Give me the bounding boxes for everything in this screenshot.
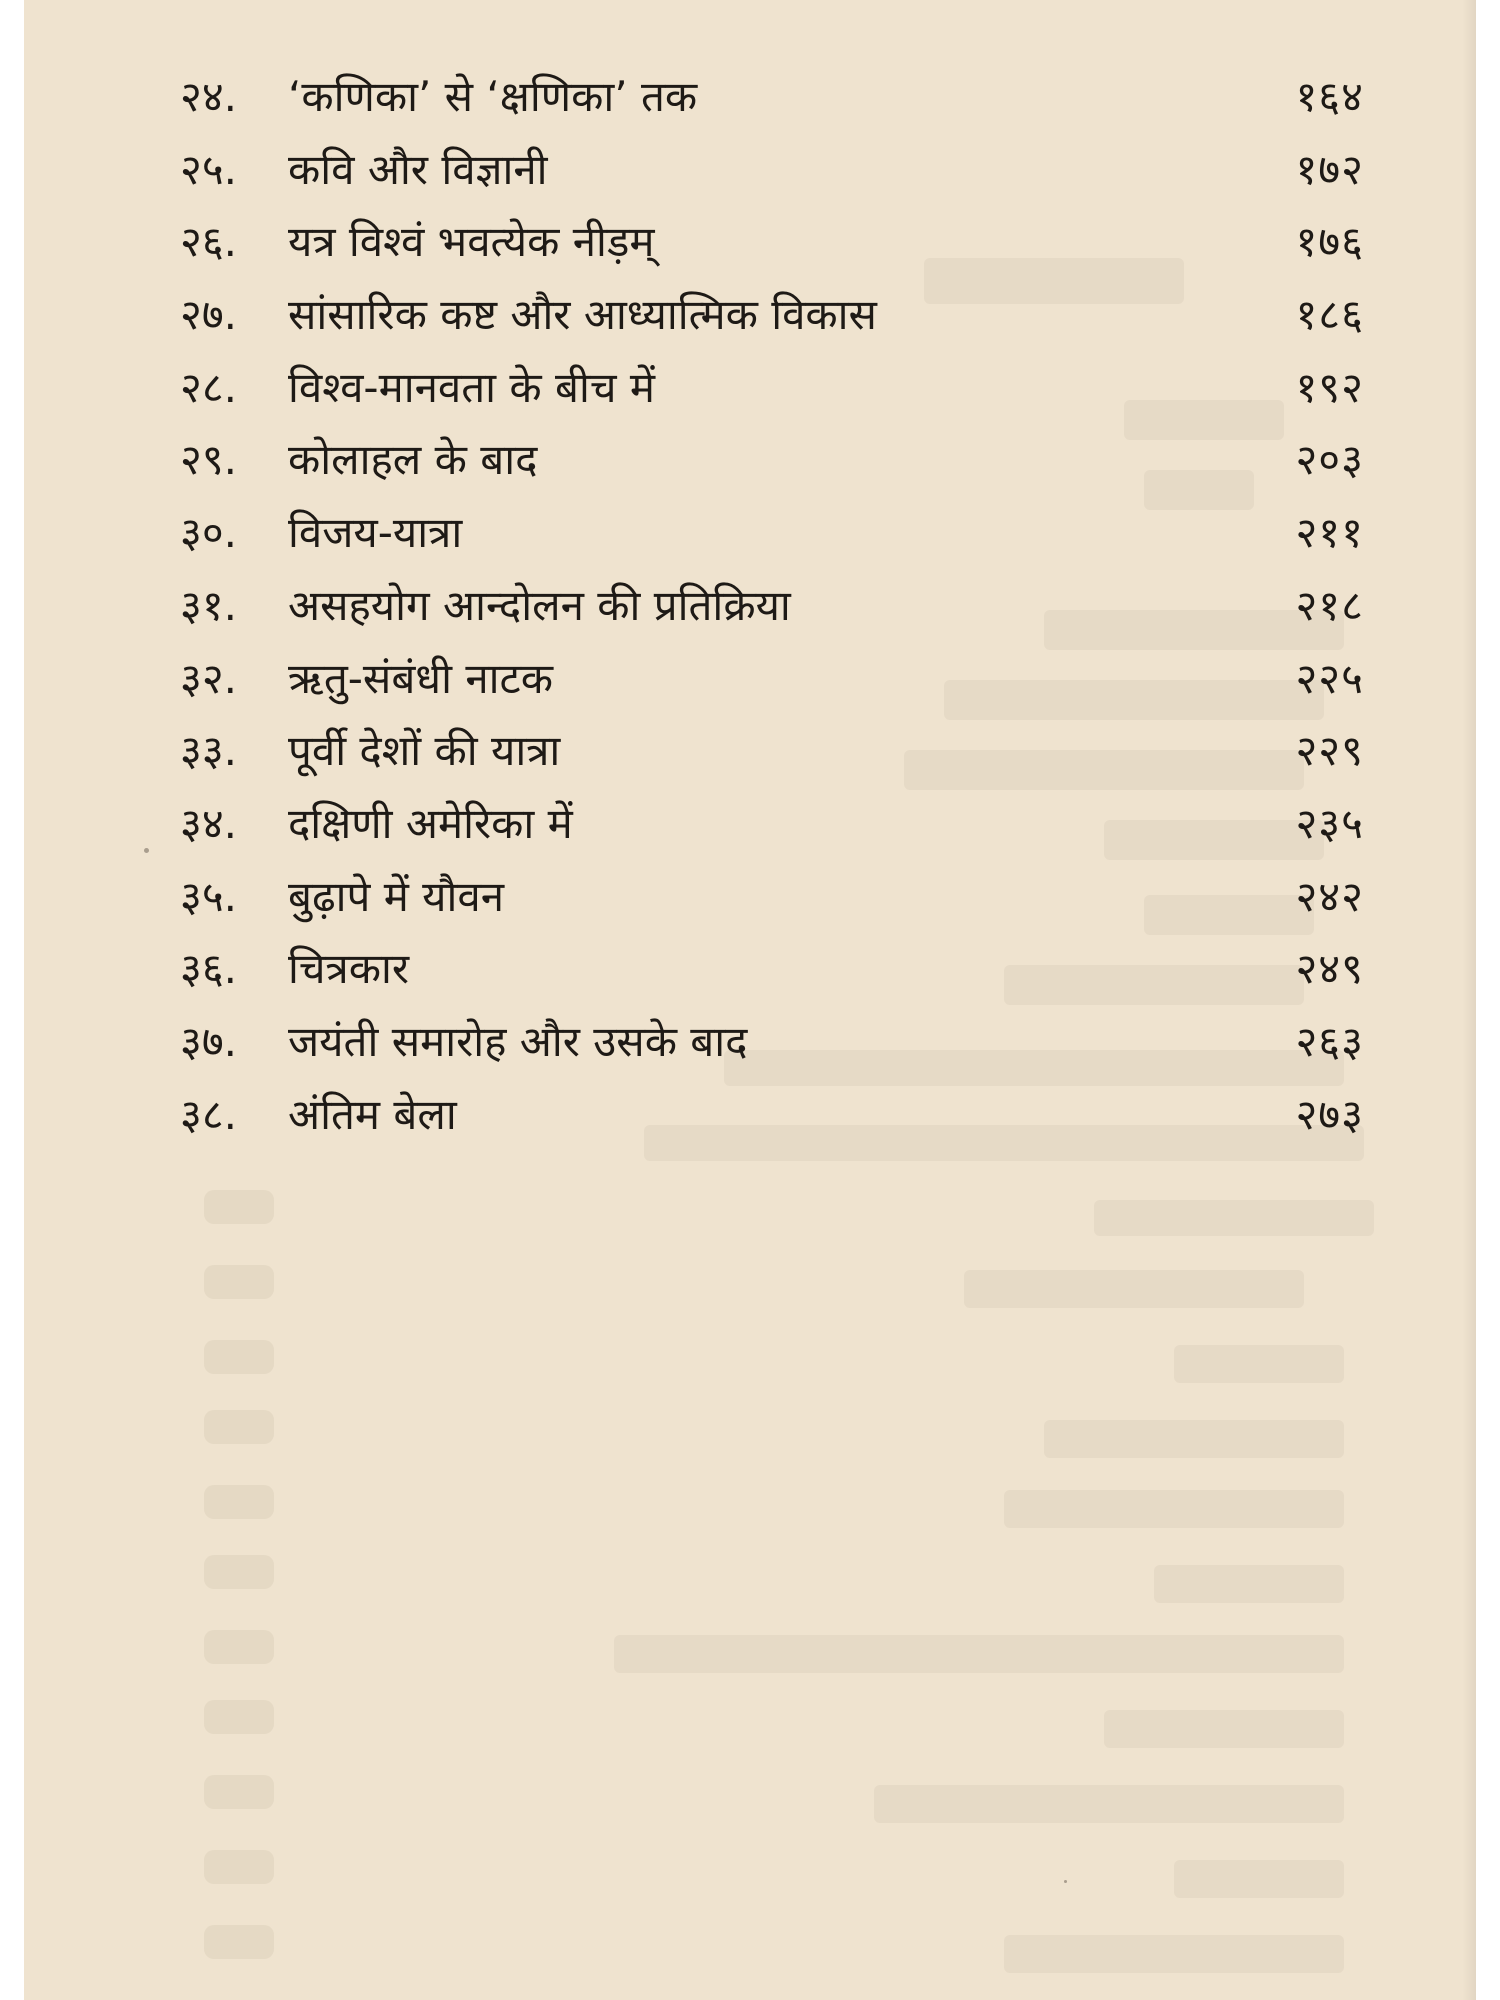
chapter-number: ३७. bbox=[180, 1016, 238, 1066]
page-number: २७३ bbox=[1295, 1089, 1364, 1139]
toc-entry-25 bbox=[24, 135, 1476, 208]
page-number: २४२ bbox=[1295, 871, 1364, 921]
chapter-title: चित्रकार bbox=[288, 944, 410, 994]
page-number: २०३ bbox=[1295, 435, 1364, 485]
toc-entry-37 bbox=[24, 1007, 1476, 1080]
table-of-contents bbox=[24, 62, 1476, 1152]
chapter-title: सांसारिक कष्ट और आध्यात्मिक विकास bbox=[288, 290, 877, 340]
page-edge-shadow bbox=[1462, 0, 1476, 2000]
toc-entry-33 bbox=[24, 716, 1476, 789]
toc-entry-34 bbox=[24, 789, 1476, 862]
toc-entry-27 bbox=[24, 280, 1476, 353]
chapter-number: २९. bbox=[180, 435, 238, 485]
toc-entry-30 bbox=[24, 498, 1476, 571]
page-number: १७२ bbox=[1295, 144, 1364, 194]
chapter-number: ३३. bbox=[180, 726, 238, 776]
toc-entry-26 bbox=[24, 207, 1476, 280]
chapter-number: २६. bbox=[180, 217, 238, 267]
page-number: २२९ bbox=[1295, 726, 1364, 776]
chapter-number: ३८. bbox=[180, 1089, 238, 1139]
page-number: २१८ bbox=[1295, 580, 1364, 630]
page-number: २३५ bbox=[1295, 798, 1364, 848]
page-number: १८६ bbox=[1295, 290, 1364, 340]
toc-entry-31 bbox=[24, 571, 1476, 644]
toc-entry-35 bbox=[24, 862, 1476, 935]
book-page bbox=[24, 0, 1476, 2000]
chapter-title: कोलाहल के बाद bbox=[288, 435, 538, 485]
chapter-number: २८. bbox=[180, 362, 238, 412]
chapter-title: पूर्वी देशों की यात्रा bbox=[288, 726, 561, 776]
chapter-number: ३०. bbox=[180, 508, 238, 558]
chapter-title: अंतिम बेला bbox=[288, 1089, 457, 1139]
toc-entry-36 bbox=[24, 934, 1476, 1007]
chapter-title: ‘कणिका’ से ‘क्षणिका’ तक bbox=[288, 72, 698, 121]
chapter-title: दक्षिणी अमेरिका में bbox=[288, 798, 573, 848]
chapter-number: ३५. bbox=[180, 871, 238, 921]
toc-entry-38 bbox=[24, 1080, 1476, 1153]
chapter-number: २४. bbox=[180, 72, 238, 121]
toc-entry-29 bbox=[24, 425, 1476, 498]
chapter-number: ३४. bbox=[180, 798, 238, 848]
chapter-title: ऋतु-संबंधी नाटक bbox=[288, 653, 553, 703]
chapter-title: कवि और विज्ञानी bbox=[288, 144, 548, 194]
page-number: २२५ bbox=[1295, 653, 1364, 703]
page-number: १६४ bbox=[1295, 72, 1364, 121]
chapter-number: ३६. bbox=[180, 944, 238, 994]
toc-entry-32 bbox=[24, 644, 1476, 717]
chapter-number: २५. bbox=[180, 144, 238, 194]
page-number: १९२ bbox=[1295, 362, 1364, 412]
toc-entry-28 bbox=[24, 353, 1476, 426]
page-number: २११ bbox=[1295, 508, 1364, 558]
chapter-number: २७. bbox=[180, 290, 238, 340]
chapter-title: यत्र विश्वं भवत्येक नीड़म् bbox=[288, 217, 655, 267]
page-number: २४९ bbox=[1295, 944, 1364, 994]
chapter-number: ३१. bbox=[180, 580, 238, 630]
chapter-title: असहयोग आन्दोलन की प्रतिक्रिया bbox=[288, 580, 791, 630]
chapter-title: विजय-यात्रा bbox=[288, 508, 463, 558]
chapter-title: बुढ़ापे में यौवन bbox=[288, 871, 505, 921]
page-number: २६३ bbox=[1295, 1016, 1364, 1066]
page-number: १७६ bbox=[1295, 217, 1364, 267]
chapter-number: ३२. bbox=[180, 653, 238, 703]
chapter-title: जयंती समारोह और उसके बाद bbox=[288, 1016, 748, 1066]
chapter-title: विश्व-मानवता के बीच में bbox=[288, 362, 656, 412]
toc-entry-24 bbox=[24, 62, 1476, 135]
